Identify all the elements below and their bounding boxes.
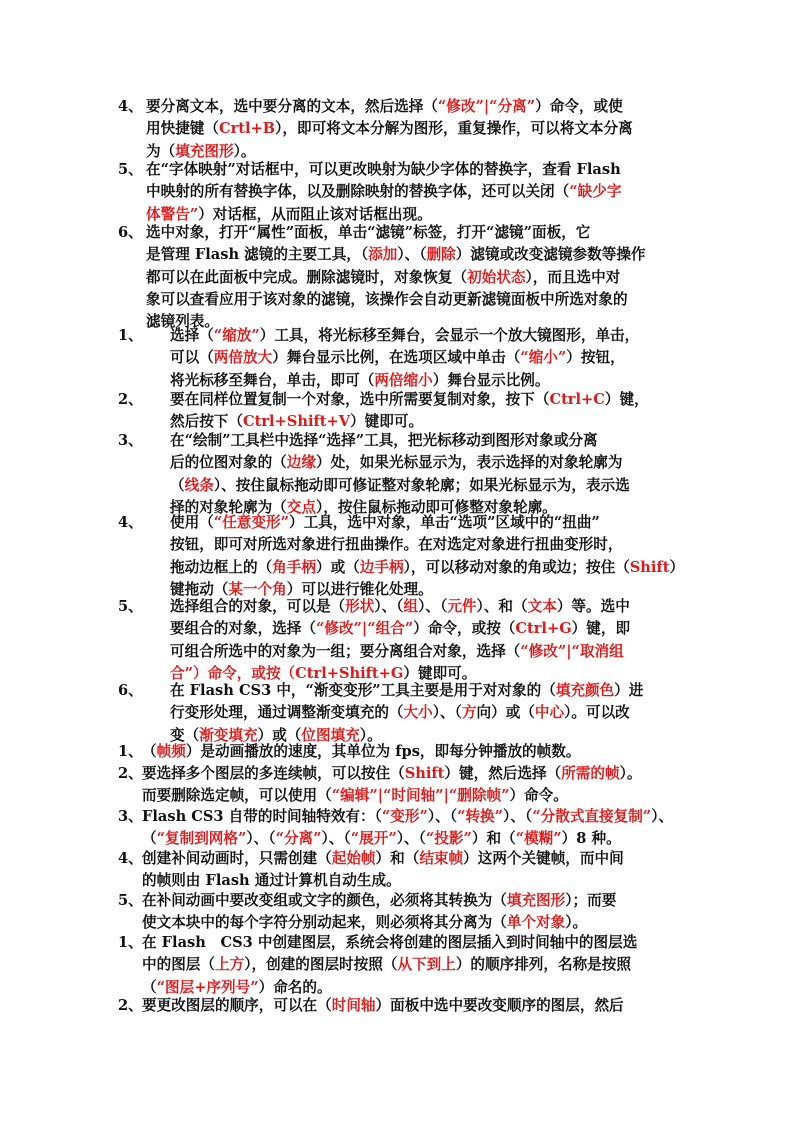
text-line [118, 932, 678, 954]
answer-highlight: 边缘 [286, 454, 316, 472]
text-line [118, 347, 678, 369]
text-segment: ）、（ [321, 830, 351, 848]
answer-highlight: 两倍放大 [213, 349, 273, 367]
item-number: 2、 [118, 997, 143, 1014]
text-segment: ）或（ [257, 726, 302, 744]
text-line [118, 618, 678, 640]
item-number: 1、 [118, 743, 143, 760]
text-segment: ）。 [233, 142, 256, 160]
text-segment: 在“绘制”工具栏中选择“选择”工具，把光标移动到图形对象或分离 [170, 432, 598, 449]
text-segment: ）和（ [375, 850, 420, 867]
text-line [118, 159, 678, 181]
text-segment: （ [142, 743, 157, 760]
answer-highlight: “任意变形” [213, 514, 289, 531]
item-number: 2、 [118, 391, 143, 408]
text-line [118, 763, 678, 785]
paragraph-item [118, 995, 678, 1017]
text-segment: 使文本块中的每个字符分别动起来，则必须将其分离为（ [142, 914, 507, 932]
answer-highlight: 位图填充 [301, 726, 360, 744]
text-segment: （ [170, 476, 185, 494]
answer-highlight: 形状 [345, 598, 375, 615]
answer-highlight: “分离” [275, 830, 322, 848]
text-segment: ）按钮， [566, 349, 625, 367]
text-segment: 创建补间动画时，只需创建（ [142, 850, 332, 867]
text-segment: ），按住鼠标拖动即可修整对象轮廓。 [315, 498, 557, 516]
answer-highlight: 填充图形 [506, 892, 566, 909]
text-segment: ）。 [359, 726, 382, 744]
text-segment: 然后按下（ [170, 413, 243, 431]
item-number: 3、 [118, 432, 143, 449]
answer-highlight: “缩放” [213, 327, 260, 344]
text-segment: ）面板中选中要改变顺序的图层，然后 [375, 997, 624, 1014]
text-segment: 要选择多个图层的多连续帧，可以按住（ [142, 765, 405, 782]
text-line [118, 325, 678, 347]
answer-highlight: “展开” [350, 830, 397, 848]
list-item [118, 512, 685, 601]
answer-highlight: “修改”|“分离” [437, 98, 536, 115]
text-segment: 是管理 Flash 滤镜的主要工具，（ [146, 246, 369, 264]
answer-highlight: “投影” [425, 830, 472, 848]
text-line [118, 557, 685, 579]
text-line [118, 954, 678, 976]
paragraph-item [118, 932, 678, 999]
text-segment: （ [142, 830, 157, 848]
text-line [118, 452, 678, 474]
text-line [118, 289, 678, 311]
item-number: 4、 [118, 514, 143, 531]
answer-highlight: “编辑”|“时间轴”|“删除帧” [331, 787, 510, 805]
text-segment: 将光标移至舞台，单击，即可（ [170, 371, 375, 389]
text-segment: ），而且选中对 [525, 268, 621, 286]
answer-highlight: 上方 [214, 956, 245, 974]
answer-highlight: “修改”|“组合” [315, 620, 414, 638]
list-item [118, 222, 678, 333]
answer-highlight: 时间轴 [331, 997, 376, 1014]
text-line [118, 890, 678, 912]
text-segment: ）、（ [246, 830, 276, 848]
text-line [118, 741, 678, 763]
text-segment: ）键即可。 [403, 664, 477, 682]
text-segment: ）是动画播放的速度，其单位为 fps，即每分钟播放的帧数。 [185, 743, 581, 760]
text-segment: 选择（ [170, 327, 214, 344]
answer-highlight: 合”）命令，或按（Ctrl+Shift+G [170, 664, 404, 682]
text-segment: ），创建的图层时按照（ [244, 956, 398, 974]
answer-highlight: “图层+序列号” [156, 978, 259, 996]
text-segment: 行变形处理，通过调整渐变填充的（ [170, 704, 404, 722]
answer-highlight: Crtl+B [218, 120, 276, 138]
answer-highlight: “缩小” [520, 349, 567, 367]
text-segment: 都可以在此面板中完成。删除滤镜时，对象恢复（ [146, 268, 468, 286]
text-segment: ）。可以改 [564, 704, 630, 722]
text-segment: ）；而要 [565, 892, 617, 909]
answer-highlight: 元件 [447, 598, 477, 615]
text-line [118, 785, 678, 807]
text-line [118, 596, 678, 618]
text-segment: ）键， [604, 391, 649, 408]
answer-highlight: 单个对象 [506, 914, 566, 932]
text-segment: ）、按住鼠标拖动即可修证整对象轮廓；如果光标显示为，表示选 [213, 476, 630, 494]
text-segment: ）键，即 [571, 620, 631, 638]
answer-highlight: 填充图形 [175, 142, 234, 160]
text-segment: ）命令。 [509, 787, 568, 805]
list-item [118, 596, 678, 685]
text-segment: 使用（ [170, 514, 214, 531]
text-segment: ）命名的。 [258, 978, 332, 996]
answer-highlight: 体警告” [146, 205, 199, 223]
text-segment: ）对话框，从而阻止该对话框出现。 [198, 205, 432, 223]
answer-highlight: “分散式直接复制” [532, 808, 652, 825]
item-number: 5、 [118, 161, 143, 178]
text-segment: ）、和（ [476, 598, 528, 615]
item-number: 1、 [118, 327, 143, 344]
text-segment: ）键，然后选择（ [444, 765, 562, 782]
answer-highlight: 删除 [426, 246, 456, 264]
text-segment: ） [669, 558, 685, 576]
paragraph-item [118, 806, 678, 851]
answer-highlight: 组 [403, 598, 419, 615]
answer-highlight: 帧频 [156, 743, 186, 760]
text-line [118, 389, 678, 411]
text-line [118, 222, 678, 244]
text-segment: ）这两个关键帧，而中间 [463, 850, 624, 867]
text-segment: 中映射的所有替换字体，以及删除映射的替换字体，还可以关闭（ [146, 183, 570, 201]
text-segment: ）处，如果光标显示为，表示选择的对象轮廓为 [315, 454, 623, 472]
text-segment: 滤镜列表。 [146, 313, 219, 331]
answer-highlight: 文本 [527, 598, 557, 615]
text-segment: ）可以进行锥化处理。 [286, 580, 433, 598]
item-number: 6、 [118, 682, 143, 699]
text-segment: ）、（ [427, 808, 458, 825]
answer-highlight: 结束帧 [419, 850, 464, 867]
text-segment: 拖动边框上的（ [170, 558, 273, 576]
answer-highlight: 添加 [368, 246, 398, 264]
text-segment: ）、 [651, 808, 674, 825]
text-segment: ）、（ [396, 830, 426, 848]
text-segment: 在补间动画中要改变组或文字的颜色，必须将其转换为（ [142, 892, 507, 909]
text-segment: 可以（ [170, 349, 214, 367]
text-segment: ）或（ [315, 558, 360, 576]
text-segment: ）键即可。 [350, 413, 424, 431]
text-segment: 象可以查看应用于该对象的滤镜，该操作会自动更新滤镜面板中所选对象的 [146, 290, 628, 308]
answer-highlight: “转换” [457, 808, 504, 825]
item-number: 5、 [118, 598, 143, 615]
text-segment: ）8 种。 [561, 830, 621, 848]
text-segment: ），可以移动对象的角或边；按住（ [403, 558, 630, 576]
item-number: 6、 [118, 224, 143, 241]
text-segment: ）、（ [374, 598, 404, 615]
text-line [118, 848, 678, 870]
text-segment: 用快捷键（ [146, 120, 219, 138]
text-segment: 中的图层（ [142, 956, 215, 974]
text-line [118, 475, 678, 497]
text-segment: Flash CS3 自带的时间轴特效有：（ [142, 808, 382, 825]
paragraph-item [118, 741, 678, 763]
text-segment: ）工具，将光标移至舞台，会显示一个放大镜图形，单击， [259, 327, 640, 344]
text-line [118, 534, 678, 556]
text-segment: 要在同样位置复制一个对象，选中所需要复制对象，按下（ [170, 391, 550, 408]
text-segment: 后的位图对象的（ [170, 454, 287, 472]
text-segment: 择的对象轮廓为（ [170, 498, 287, 516]
answer-highlight: Ctrl+Shift+V [242, 413, 351, 431]
text-line [118, 702, 678, 724]
item-number: 2、 [118, 765, 143, 782]
answer-highlight: 中心 [534, 704, 565, 722]
answer-highlight: Shift [404, 765, 445, 782]
answer-highlight: “修改”|“取消组 [520, 642, 624, 660]
text-line [118, 244, 678, 266]
text-segment: ）的顺序排列，名称是按照 [455, 956, 631, 974]
answer-highlight: 从下到上 [397, 956, 456, 974]
text-segment: ）、（ [503, 808, 533, 825]
text-segment: ）等。选中 [556, 598, 630, 615]
text-segment: （ [142, 978, 157, 996]
answer-highlight: Ctrl+G [515, 620, 572, 638]
item-number: 5、 [118, 892, 143, 909]
list-item [118, 680, 678, 747]
text-segment: 而要删除选定帧，可以使用（ [142, 787, 332, 805]
answer-highlight: Ctrl+C [549, 391, 605, 408]
text-line [118, 430, 678, 452]
answer-highlight: 大小 [403, 704, 433, 722]
text-segment: 向）或（ [476, 704, 535, 722]
text-segment: 的帧则由 Flash 通过计算机自动生成。 [142, 872, 401, 890]
text-line [118, 641, 678, 663]
text-segment: ）、（ [432, 704, 462, 722]
text-segment: 为（ [146, 142, 176, 160]
text-segment: 变（ [170, 726, 200, 744]
text-segment: 要更改图层的顺序，可以在（ [142, 997, 332, 1014]
answer-highlight: 初始状态 [467, 268, 526, 286]
text-segment: 在 Flash CS3 中创建图层，系统会将创建的图层插入到时间轴中的图层选 [142, 934, 638, 951]
answer-highlight: Shift [629, 558, 670, 576]
item-number: 4、 [118, 98, 143, 115]
text-segment: 选择组合的对象，可以是（ [170, 598, 346, 615]
answer-highlight: 方 [461, 704, 477, 722]
text-segment: ）、（ [397, 246, 427, 264]
list-item [118, 159, 678, 226]
answer-highlight: “缺少字 [569, 183, 622, 201]
text-line [118, 680, 678, 702]
item-number: 4、 [118, 850, 143, 867]
answer-highlight: 交点 [286, 498, 316, 516]
list-item [118, 325, 678, 392]
text-segment: ）命令，或按（ [413, 620, 516, 638]
text-segment: 可组合所选中的对象为一组；要分离组合对象，选择（ [170, 642, 521, 660]
answer-highlight: 填充颜色 [555, 682, 615, 699]
text-segment: 要分离文本，选中要分离的文本，然后选择（ [146, 98, 438, 115]
text-segment: ）、（ [418, 598, 448, 615]
text-segment: ）进 [614, 682, 644, 699]
text-segment: ）。 [565, 914, 588, 932]
list-item [118, 430, 678, 519]
text-segment: ）命令，或使 [535, 98, 623, 115]
answer-highlight: 渐变填充 [199, 726, 258, 744]
answer-highlight: “模糊” [515, 830, 562, 848]
answer-highlight: 两倍缩小 [374, 371, 433, 389]
text-line [118, 995, 678, 1017]
paragraph-item [118, 763, 678, 808]
answer-highlight: 起始帧 [331, 850, 376, 867]
paragraph-item [118, 890, 678, 935]
text-line [118, 806, 678, 828]
text-segment: ）舞台显示比例。 [432, 371, 550, 389]
text-segment: 按钮，即可对所选对象进行扭曲操作。在对选定对象进行扭曲变形时， [170, 536, 623, 554]
text-segment: ）滤镜或改变滤镜参数等操作 [455, 246, 646, 264]
text-segment: 在“字体映射”对话框中，可以更改映射为缺少字体的替换字，查看 Flash [146, 161, 621, 178]
list-item [118, 96, 678, 163]
text-line [118, 96, 678, 118]
text-segment: ），即可将文本分解为图形，重复操作，可以将文本分离 [275, 120, 633, 138]
item-number: 3、 [118, 808, 143, 825]
list-item [118, 389, 678, 434]
answer-highlight: 角手柄 [272, 558, 316, 576]
text-segment: 选中对象，打开“属性”面板，单击“滤镜”标签，打开“滤镜”面板，它 [146, 224, 591, 241]
answer-highlight: 所需的帧 [561, 765, 620, 782]
text-segment: ）和（ [471, 830, 516, 848]
text-line [118, 118, 678, 140]
text-segment: ）舞台显示比例，在选项区域中单击（ [272, 349, 521, 367]
paragraph-item [118, 848, 678, 893]
answer-highlight: 线条 [184, 476, 214, 494]
text-line [118, 181, 678, 203]
item-number: 1、 [118, 934, 143, 951]
text-segment: 键拖动（ [170, 580, 229, 598]
text-segment: 要组合的对象，选择（ [170, 620, 316, 638]
text-line [118, 267, 678, 289]
text-segment: 在 Flash CS3 中，“渐变变形”工具主要是用于对对象的（ [170, 682, 556, 699]
text-segment: ）工具，选中对象，单击“选项”区域中的“扭曲” [288, 514, 600, 531]
text-segment: ）。 [619, 765, 642, 782]
answer-highlight: “变形” [381, 808, 428, 825]
text-line [118, 512, 678, 534]
answer-highlight: 边手柄 [359, 558, 404, 576]
answer-highlight: 某一个角 [228, 580, 287, 598]
answer-highlight: “复制到网格” [156, 830, 247, 848]
